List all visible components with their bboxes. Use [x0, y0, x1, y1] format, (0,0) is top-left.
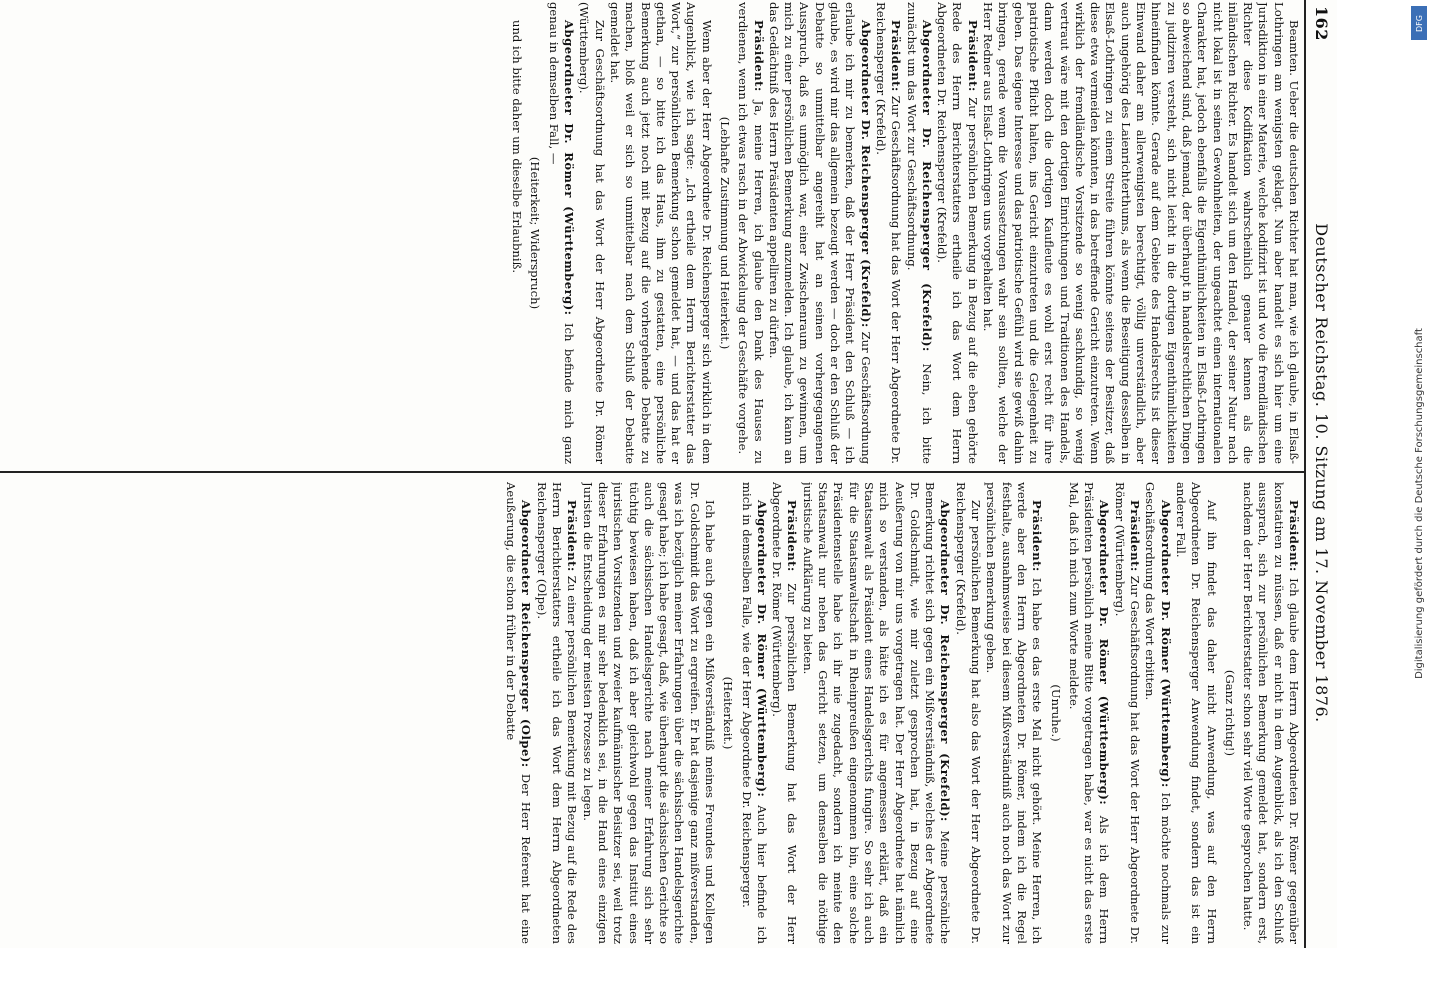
- speaker-name: Präsident:: [1128, 500, 1143, 572]
- credit-text: Digitalisierung gefördert durch die Deutsche Forschungsgemeinschaft: [1413, 327, 1425, 679]
- speech-paragraph: [545, 2, 576, 464]
- speaker-name: Abgeordneter Dr. Römer (Württemberg):: [562, 20, 577, 316]
- speaker-name: Präsident:: [1287, 500, 1301, 572]
- speaker-name: Präsident:: [565, 500, 580, 572]
- speech-text: Ich glaube dem Herrn Abgeordneten Dr. Römer gegenüber konstatiren zu müssen, daß er nicht in dem Augenblick, als ich den Schluß aussprach, sich zur persönlichen Bemerkung gemeldet hat, sondern erst, nachdem der Herr Berichterstatter schon sehr viel Worte gesprochen hatte.: [1241, 482, 1301, 944]
- page-number: 162: [1312, 6, 1331, 41]
- interjection: (Heiterkeit; Widerspruch): [528, 156, 543, 310]
- speech-paragraph: [738, 482, 769, 944]
- interjection: (Unruhe.): [1048, 684, 1063, 742]
- speaker-name: Präsident:: [889, 20, 904, 92]
- speech-paragraph: [934, 2, 980, 464]
- speaker-name: Abgeordneter Dr. Römer (Württemberg):: [754, 500, 769, 798]
- digitization-credit: [1410, 18, 1428, 988]
- speech-text: Ich befinde mich ganz genau in demselben Fall, —: [546, 2, 577, 464]
- speech-text: Zur Geschäftsordnung hat das Wort der Herr Abgeordnete Dr. Reichensperger (Krefeld).: [873, 2, 904, 464]
- speech-paragraph: [983, 482, 1044, 944]
- speaker-name: Abgeordneter Dr. Römer (Württemberg):: [1158, 500, 1173, 788]
- paragraph: Beamten. Ueber die deutschen Richter hat man, wie ich glaube, in Elsaß-Lothringen am wenigsten geklagt. Nun aber handelt es sich hier um eine Jurisdiktion in einer Materie, welche kodifizirt ist und wo die fremdländischen Richter diese Kodifikation wahrscheinlich genauer kennen als die inländischen Richter. Es handelt sich um den Handel, der seiner Natur nach nicht lokal ist in seinen Gewohnheiten, der ungeachtet einen internationalen Charakter hat, jedoch ebenfalls die Eigenthümlichkeiten in Elsaß-Lothringen so abweichend sind, daß jemand, der überhaupt in handelsrechtlichen Dingen zu judiziren versteht, sich nicht leicht in die dortigen Eigenthümlichkeiten hineinfinden könnte. Gerade auf dem Gebiete des Handelsrechts ist dieser Einwand daher am allerwenigsten berechtigt, völlig unverständlich, aber auch ungehörig des Laienrichterthums, als wenn die Beseitigung desselben in Elsaß-Lothringen zu einem Streite führen könnte seitens der Besitzer, daß diese etwa vermeiden könnten, in das betreffende Gericht einzutreten. Wenn wirklich der fremdländische Vorsitzende so wenig sachkundig, so wenig vertraut wäre mit den dortigen Einrichtungen und Traditionen des Handels, dann werden doch die dortigen Kaufleute es wohl erst recht für ihre patriotische Pflicht halten, ins Gericht einzutreten und die Gelegenheit zu geben. Das eigene Interesse und das patriotische Gefühl wird sie gewiß dahin bringen, gerade wenn die Voraussetzungen wahr sein sollten, welche der Herr Redner aus Elsaß-Lothringen uns vorgehalten hat.: [981, 2, 1301, 464]
- paragraph: Wenn aber der Herr Abgeordnete Dr. Reichensperger sich wirklich in dem Augenblick, wie ich sagte: „Ich ertheile dem Herrn Berichterstatter das Wort,“ zur persönlichen Bemerkung schon gemeldet hat, — und das hat er gethan, — so bitte ich das Haus, ihm zu gestatten, eine persönliche Bemerkung auch jetzt noch mit Bezug auf die vorhergehende Debatte zu machen, bloß weil er sich so unmittelbar nach dem Schluß der Debatte gemeldet hat.: [607, 2, 714, 464]
- speech-paragraph: [1240, 482, 1301, 944]
- speaker-name: Abgeordneter Dr. Römer (Württemberg):: [1097, 500, 1112, 806]
- header-rule: [1304, 0, 1306, 948]
- speech-paragraph: [766, 2, 873, 464]
- speech-text: Auch hier befinde ich mich in demselben Falle, wie der Herr Abgeordnete Dr. Reichensperger.: [739, 482, 769, 944]
- speaker-name: Abgeordneter Dr. Reichensperger (Krefeld):: [938, 500, 953, 822]
- speech-text: Zu einer persönlichen Bemerkung mit Bezug auf die Rede des Herrn Berichterstatters ertheile ich das Wort dem Herrn Abgeordneten Reichensperger (Olpe).: [534, 482, 580, 944]
- paragraph: Zur Geschäftsordnung hat das Wort der Herr Abgeordnete Dr. Römer (Württemberg).: [577, 2, 607, 464]
- interjection: (Ganz richtig!): [1222, 669, 1237, 757]
- speaker-name: Abgeordneter Dr. Reichensperger (Krefeld):: [858, 20, 873, 328]
- running-title: Deutscher Reichstag. 10. Sitzung am 17. November 1876.: [1312, 223, 1331, 723]
- speech-text: Als ich dem Herrn Präsidenten persönlich meine Bitte vorgetragen habe, war es nicht das erste Mal, daß ich mich zum Worte meldete.: [1066, 482, 1112, 944]
- speech-paragraph: [1066, 482, 1112, 944]
- speaker-name: Abgeordneter Dr. Reichensperger (Krefeld):: [919, 20, 934, 352]
- right-column: [1, 482, 1301, 944]
- speaker-name: Abgeordneter Reichensperger (Olpe):: [519, 500, 534, 768]
- interjection: (Lebhafte Zustimmung und Heiterkeit.): [718, 116, 733, 350]
- paragraph: Zur persönlichen Bemerkung hat also das Wort der Herr Abgeordnete Dr. Reichensperger (Krefeld).: [953, 482, 984, 944]
- speaker-name: Präsident:: [785, 500, 800, 572]
- dfg-logo: DFG: [1411, 6, 1427, 40]
- paragraph: Ich habe auch gegen ein Mißverständniß meines Freundes und Kollegen Dr. Goldschmidt das Wort zu ergreifen. Er hat dasjenige ganz mißverstanden, was ich bezüglich meiner Erfahrungen über die sächsischen Handelsgerichte gesagt habe; ich habe gesagt, daß, wie überhaupt die sächsischen Gerichte so auch die sächsischen Handelsgerichte nach meiner Erfahrung sich sehr tüchtig bewiesen haben, daß ich aber gleichwohl gegen das Institut eines juristischen Vorsitzenden und zweier kaufmännischer Beisitzer sei, weil trotz dieser Erfahrungen es mir sehr bedenklich sei, in die Hand eines einzigen Juristen die Entscheidung der meisten Prozesse zu legen.: [580, 482, 718, 944]
- paragraph: Auf ihn findet das daher nicht Anwendung, was auf den Herrn Abgeordneten Dr. Reichensperger Anwendung findet, sondern das ist ein anderer Fall.: [1173, 482, 1219, 944]
- speech-paragraph: [735, 2, 766, 464]
- speech-paragraph: [903, 2, 934, 464]
- speech-paragraph: [769, 482, 800, 944]
- speech-text: Ja, meine Herren, ich glaube den Dank des Hauses zu verdienen, wenn ich etwas rasch in der Abwickelung der Geschäfte vorgehe.: [736, 2, 766, 464]
- speech-text: Zur Geschäftsordnung erlaube ich mir zu bemerken, daß der Herr Präsident den Schluß — ich glaube, es wird mir das allgemein bezeugt werden — doch er den Schluß der Debatte so unmittelbar angereiht hat an seinen vorhergegangenen Ausspruch, daß es unmöglich war, einer Zwischenraum zu gewinnen, um mich zu einer persönlichen Bemerkung anzumelden. Ich glaube, ich kann an das Gedächtniß des Herrn Präsidenten appelliren zu dürfen.: [766, 2, 873, 464]
- speech-paragraph: [1111, 482, 1142, 944]
- speaker-name: Präsident:: [751, 20, 766, 92]
- interjection: (Heiterkeit.): [721, 676, 736, 750]
- speech-text: Zur persönlichen Bemerkung hat das Wort der Herr Abgeordnete Dr. Römer (Württemberg).: [770, 482, 800, 944]
- speaker-name: Präsident:: [965, 20, 980, 92]
- speech-paragraph: [873, 2, 904, 464]
- page-header: [1305, 0, 1337, 948]
- column-divider: [0, 471, 1305, 473]
- paragraph: und ich bitte daher um dieselbe Erlaubniß.: [510, 20, 525, 274]
- speech-text: Ich habe es das erste Mal nicht gehört. Meine Herren, ich werde aber den Herrn Abgeordneten Dr. Römer, indem ich die Regel festhalte, ausnahmsweise bei diesem Mißverständniß auch noch das Wort zur persönlichen Bemerkung geben.: [984, 482, 1045, 944]
- speech-text: Zur Geschäftsordnung hat das Wort der Herr Abgeordnete Dr. Römer (Württemberg).: [1112, 482, 1143, 944]
- speech-paragraph: [1142, 482, 1173, 944]
- speech-text: Ich möchte nochmals zur Geschäftsordnung das Wort erbitten.: [1143, 482, 1173, 944]
- speech-text: Der Herr Referent hat eine Aeußerung, die schon früher in der Debatte: [504, 482, 534, 944]
- left-column: [1, 2, 1301, 464]
- speech-text: Nein, ich bitte zunächst um das Wort zur Geschäftsordnung.: [904, 2, 934, 464]
- speech-paragraph: [503, 482, 534, 944]
- speaker-name: Präsident:: [1030, 500, 1045, 572]
- speech-paragraph: [533, 482, 579, 944]
- speech-paragraph: [800, 482, 953, 944]
- speech-text: Meine persönliche Bemerkung richtet sich gegen ein Mißverständniß, welches der Abgeordnete Dr. Goldschmidt, wie mir zuletzt gesprochen hat, in Bezug auf eine Aeußerung von mir uns vorgetragen hat. Der Herr Abgeordnete hat nämlich mich so verstanden, als hätte ich es für angemessen erklärt, daß ein Staatsanwalt als Präsident eines Handelsgerichts fungire. So sehr ich auch für die Staatsanwaltschaft in Rheinpreußen eingenommen bin, eine solche Präsidentenstelle habe ich ihr nie zugedacht, sondern ich meinte den Staatsanwalt nur neben das Gericht setzen, um demselben die nöthige juristische Aufklärung zu bieten.: [800, 482, 953, 944]
- speech-text: Zur persönlichen Bemerkung in Bezug auf die eben gehörte Rede des Herrn Berichterstatters ertheile ich das Wort dem Herrn Abgeordneten Dr. Reichensperger (Krefeld).: [935, 2, 980, 464]
